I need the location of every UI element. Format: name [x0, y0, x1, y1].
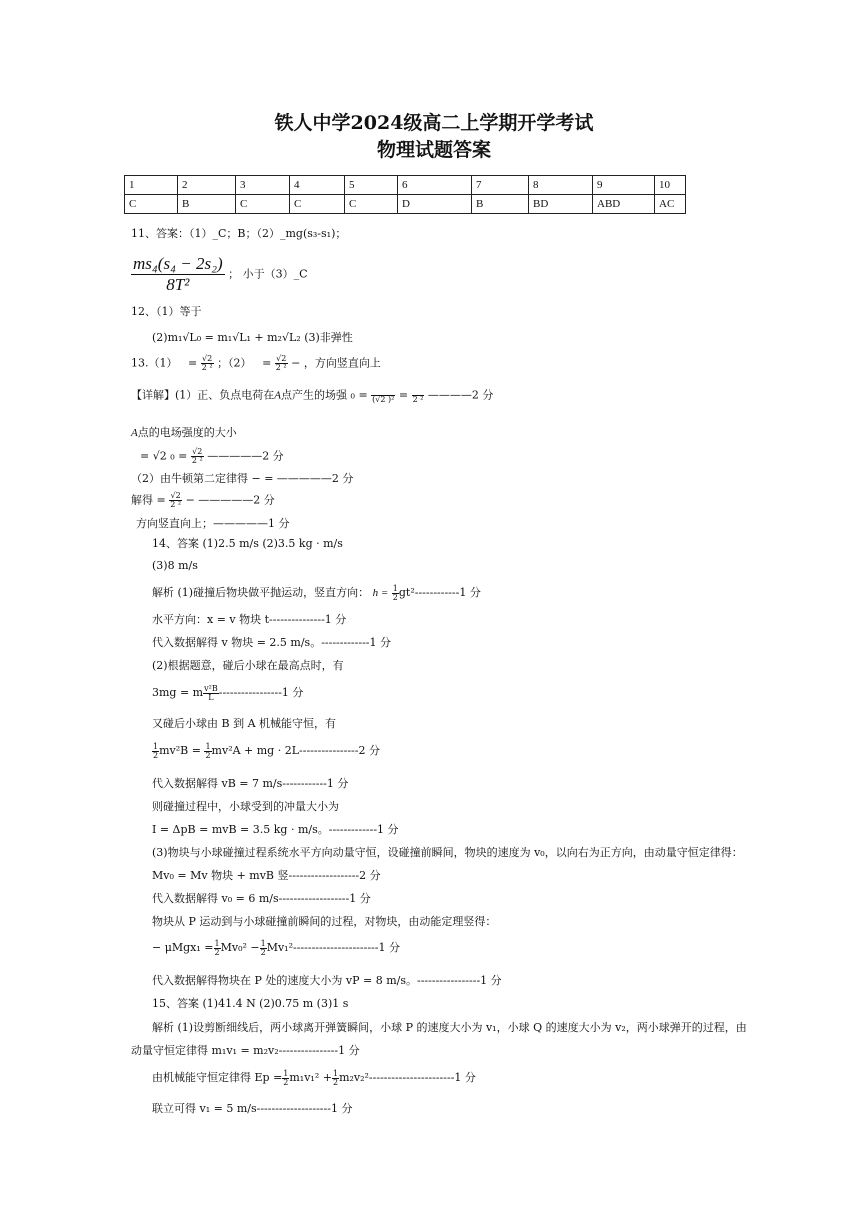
frac-den: 2 — [392, 592, 398, 602]
q11-answer-line: 11、答案：（1）_C；B；（2）_mg(s₃-s₁)； — [131, 227, 347, 240]
table-cell-num: 6 — [398, 176, 472, 195]
q13-c: ；（2） — [217, 356, 252, 370]
frac-den: 2 ² — [201, 363, 213, 372]
frac-num: 1 — [214, 938, 220, 948]
table-cell-answer: BD — [529, 195, 593, 214]
frac-den: 2 ² — [412, 395, 424, 404]
q13-detail-frac-2 — [412, 387, 425, 404]
half-frac — [392, 585, 399, 602]
answer-table-answer-row — [125, 195, 686, 214]
q12-line-2: (2)m₁√L₀ = m₁√L₁ + m₂√L₂ (3)非弹性 — [152, 331, 353, 344]
q13-eq1-score: —————2 分 — [207, 449, 284, 463]
q13-detail-d: ₀ = — [350, 388, 368, 402]
q14-line-1 — [152, 582, 481, 604]
table-cell-num: 3 — [236, 176, 290, 195]
frac-num: v²B — [204, 683, 218, 693]
table-cell-answer: AC — [655, 195, 686, 214]
answer-table-number-row — [125, 176, 686, 195]
frac-num: √2 — [202, 354, 213, 363]
q14-line-15 — [152, 937, 400, 959]
q11-frac-num: ms₄(s₄ − 2s₂) — [133, 254, 223, 273]
q14-l5-frac — [203, 685, 219, 702]
title-line-2: 物理试题答案 — [376, 139, 491, 161]
q13-d: = — [262, 356, 272, 370]
q11-frac-den: 8T² — [166, 275, 190, 294]
table-cell-answer: ABD — [593, 195, 655, 214]
q14-l15-c: Mv₁²-----------------------1 分 — [266, 941, 400, 954]
q13-detail-e: = — [398, 388, 409, 402]
q14-l1-b: gt²------------1 分 — [398, 586, 481, 599]
q13-direction-line: 方向竖直向上；—————1 分 — [136, 517, 290, 530]
half-frac — [204, 743, 211, 760]
q13-e: − ，方向竖直向上 — [291, 356, 381, 370]
q13-detail-a: 【详解】(1）正、负点电荷在 — [131, 388, 275, 402]
q15-l3-a: 由机械能守恒定律得 Ep = — [152, 1071, 283, 1084]
q14-line-14: 物块从 P 运动到与小球碰撞前瞬间的过程，对物块，由动能定理竖得： — [152, 915, 497, 928]
frac-num: √2 — [192, 447, 203, 456]
frac-den: 2 — [260, 947, 266, 957]
frac-num: √2 — [276, 354, 287, 363]
frac-num: 1 — [153, 741, 159, 751]
q15-l3-b: m₁v₁² + — [289, 1071, 332, 1084]
q13-newton-line: （2）由牛顿第二定律得 − = —————2 分 — [131, 472, 354, 485]
q14-line-7 — [152, 740, 380, 762]
q14-l7-c: mv²A + mg · 2L----------------2 分 — [211, 744, 380, 757]
frac-den: 2 — [205, 750, 211, 760]
q14-line-16: 代入数据解得物块在 P 处的速度大小为 vP = 8 m/s。-----------------1 分 — [152, 974, 502, 987]
q13-eq1 — [140, 448, 284, 465]
q14-line-3: 代入数据解得 v 物块 = 2.5 m/s。-------------1 分 — [152, 636, 392, 649]
table-cell-answer: C — [345, 195, 398, 214]
table-cell-num: 5 — [345, 176, 398, 195]
q13-solve-b: − —————2 分 — [185, 493, 275, 507]
q11-fraction — [131, 254, 225, 295]
q12-line-1: 12、（1）等于 — [131, 305, 202, 318]
q13-frac-2 — [275, 355, 288, 372]
table-cell-answer: B — [178, 195, 236, 214]
frac-num: 1 — [205, 741, 211, 751]
q13-detail-line — [131, 387, 493, 404]
q13-frac-1 — [201, 355, 214, 372]
frac-num: 1 — [392, 583, 398, 593]
q13-solve-a: 解得 = — [131, 493, 166, 507]
frac-num: 1 — [283, 1068, 289, 1078]
frac-num: √2 — [170, 491, 181, 500]
q13-b: = — [188, 356, 198, 370]
q15-line-2: 动量守恒定律得 m₁v₁ = m₂v₂----------------1 分 — [131, 1044, 360, 1057]
q14-line-5 — [152, 682, 303, 704]
title-line-1: 铁人中学2024级高二上学期开学考试 — [274, 112, 594, 134]
q15-l3-c: m₂v₂²-----------------------1 分 — [339, 1071, 476, 1084]
q11-after: ； 小于（3）_C — [228, 267, 308, 281]
q15-answer: 15、答案 (1)41.4 N (2)0.75 m (3)1 s — [152, 997, 349, 1010]
frac-den: L — [208, 692, 214, 702]
q14-l7-b: mv²B = — [159, 744, 201, 757]
q14-line-12: Mv₀ = Mv 物块 + mvB 竖-------------------2 分 — [152, 869, 381, 882]
q15-line-1: 解析 (1)设剪断细线后，两小球离开弹簧瞬间，小球 P 的速度大小为 v₁，小球 Q 的速度大小为 v₂，两小球弹开的过程，由 — [152, 1021, 747, 1034]
q15-line-4: 联立可得 v₁ = 5 m/s--------------------1 分 — [152, 1102, 353, 1115]
q14-line-9: 则碰撞过程中，小球受到的冲量大小为 — [152, 800, 339, 813]
q11-formula-line — [131, 254, 308, 295]
frac-den: 2 ² — [191, 456, 203, 465]
q14-answer-2: (3)8 m/s — [152, 559, 198, 572]
q13-detail-c: 点产生的场强 — [281, 388, 348, 402]
table-cell-num: 8 — [529, 176, 593, 195]
table-cell-num: 4 — [290, 176, 345, 195]
q13-field-a: A — [131, 427, 138, 439]
q14-l5-b: -----------------1 分 — [218, 686, 304, 699]
half-frac — [260, 940, 267, 957]
q13-eq1-frac — [191, 448, 204, 465]
q14-line-2: 水平方向：x = v 物块 t---------------1 分 — [152, 613, 347, 626]
frac-den: 2 ² — [170, 500, 182, 509]
q14-line-8: 代入数据解得 vB = 7 m/s------------1 分 — [152, 777, 349, 790]
half-frac — [214, 940, 221, 957]
q14-line-4: (2)根据题意，碰后小球在最高点时，有 — [152, 659, 344, 672]
q14-line-10: I = ΔpB = mvB = 3.5 kg · m/s。-------------1 分 — [152, 823, 399, 836]
q13-detail-b: A — [274, 389, 282, 402]
answer-table — [124, 175, 686, 214]
half-frac — [332, 1070, 339, 1087]
table-cell-num: 9 — [593, 176, 655, 195]
table-cell-answer: C — [236, 195, 290, 214]
frac-den: 2 ² — [275, 363, 287, 372]
q14-l1-a: 解析 (1)碰撞后物块做平抛运动，竖直方向： — [152, 586, 370, 599]
frac-den: 2 — [283, 1077, 289, 1087]
q14-l15-a: − μMgx₁ = — [152, 941, 214, 954]
table-cell-num: 10 — [655, 176, 686, 195]
q13-answer-line — [131, 355, 381, 372]
q14-line-11: (3)物块与小球碰撞过程系统水平方向动量守恒，设碰撞前瞬间，物块的速度为 v₀，以向右为正方向，由动量守恒定律得： — [152, 846, 743, 859]
table-cell-answer: B — [472, 195, 529, 214]
q13-solve-line — [131, 492, 275, 509]
q14-l1-eq: h = — [372, 587, 389, 599]
q15-line-3 — [152, 1067, 476, 1089]
table-cell-num: 7 — [472, 176, 529, 195]
q13-a: 13.（1） — [131, 356, 178, 370]
q13-detail-score: ————2 分 — [427, 388, 494, 402]
q14-answer-1: 14、答案 (1)2.5 m/s (2)3.5 kg · m/s — [152, 537, 343, 550]
frac-den: 2 — [153, 750, 159, 760]
frac-num: 1 — [332, 1068, 339, 1078]
frac-den: (√2 )² — [372, 395, 395, 404]
frac-num: 1 — [260, 938, 266, 948]
q13-field-line — [131, 425, 237, 441]
q14-line-6: 又碰后小球由 B 到 A 机械能守恒，有 — [152, 717, 337, 730]
q13-detail-frac — [371, 387, 395, 404]
table-cell-answer: C — [290, 195, 345, 214]
table-cell-answer: C — [125, 195, 178, 214]
table-cell-num: 1 — [125, 176, 178, 195]
q13-field-b: 点的电场强度的大小 — [137, 426, 237, 439]
table-cell-num: 2 — [178, 176, 236, 195]
q13-eq1-a: = √2 ₀ = — [140, 449, 188, 463]
q14-l5-a: 3mg = m — [152, 686, 204, 699]
q14-line-13: 代入数据解得 v₀ = 6 m/s-------------------1 分 — [152, 892, 371, 905]
frac-den: 2 — [332, 1077, 339, 1087]
table-cell-answer: D — [398, 195, 472, 214]
frac-den: 2 — [214, 947, 220, 957]
q14-l15-b: Mv₀² − — [220, 941, 260, 954]
q13-solve-frac — [169, 492, 182, 509]
